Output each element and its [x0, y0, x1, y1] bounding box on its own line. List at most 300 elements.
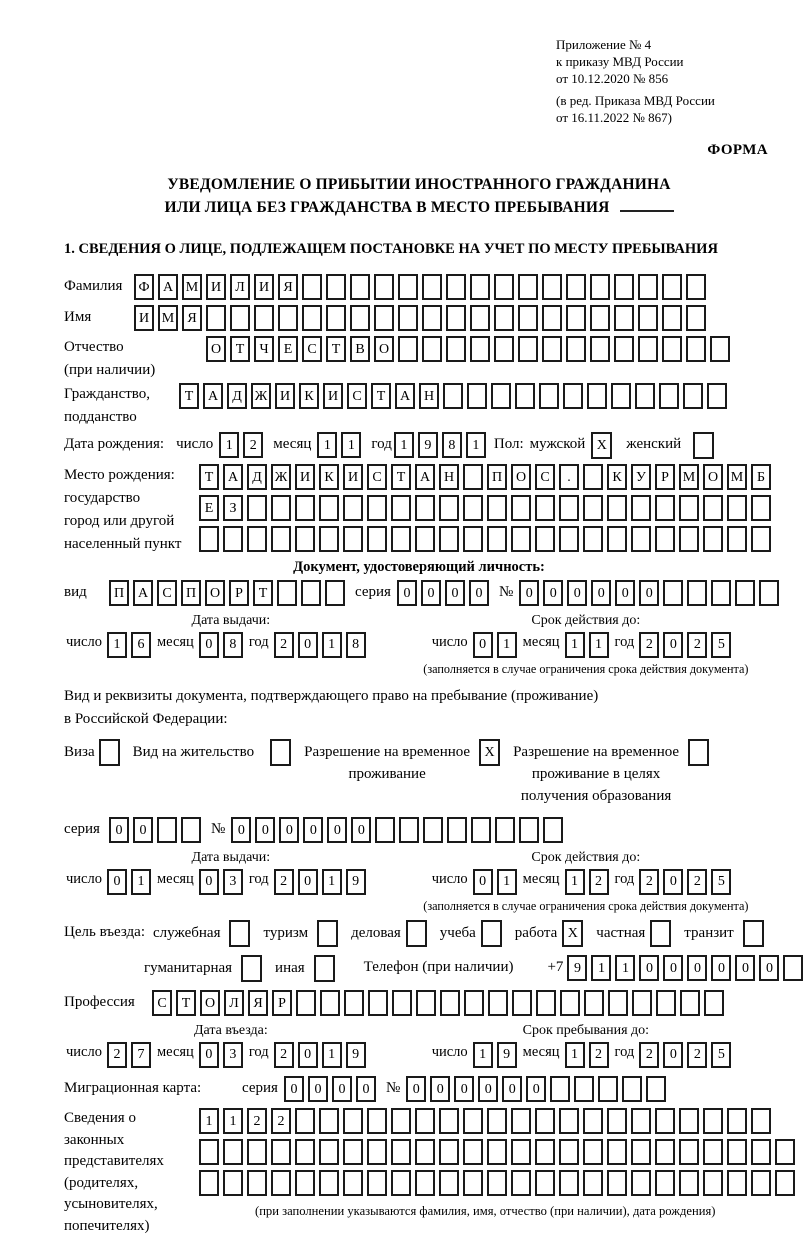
char-cell: 1 — [322, 632, 342, 658]
char-cell — [230, 305, 250, 331]
residence-issue-year-label: год — [249, 871, 269, 888]
char-cell: 0 — [519, 580, 539, 606]
char-cell: 0 — [663, 632, 683, 658]
char-cell — [587, 383, 607, 409]
char-cell: 0 — [759, 955, 779, 981]
char-cell — [368, 990, 388, 1016]
char-cell — [375, 817, 395, 843]
char-cell: 1 — [219, 432, 239, 458]
option-temp-residence-education — [513, 739, 709, 807]
option-temp-residence-education-line-1: Разрешение на временное — [513, 741, 679, 763]
form-title-line-2 — [64, 196, 774, 219]
char-cell — [704, 990, 724, 1016]
entry-day-label: число — [66, 1044, 102, 1061]
char-cell: 7 — [131, 1042, 151, 1068]
char-cell: Р — [229, 580, 249, 606]
char-cell — [638, 336, 658, 362]
birth-place-label — [64, 464, 199, 556]
char-cell: 1 — [199, 1108, 219, 1134]
char-cell — [319, 526, 339, 552]
char-cell: К — [319, 464, 339, 490]
char-cell: И — [275, 383, 295, 409]
char-cell — [295, 1139, 315, 1165]
char-cell — [277, 580, 297, 606]
char-cell: А — [158, 274, 178, 300]
checkbox-female — [693, 432, 714, 459]
char-cell: 0 — [327, 817, 347, 843]
char-cell — [703, 1170, 723, 1196]
char-cell — [320, 990, 340, 1016]
char-cell: 0 — [663, 1042, 683, 1068]
char-cell: 2 — [687, 869, 707, 895]
char-cell — [598, 1076, 618, 1102]
given-name-cells — [134, 305, 710, 331]
char-cell — [563, 383, 583, 409]
char-cell — [416, 990, 436, 1016]
char-cell: 0 — [526, 1076, 546, 1102]
citizenship-label — [64, 383, 179, 429]
legal-reps-note: (при заполнении указываются фамилия, имя, отчество (при наличии), дата рождения) — [255, 1201, 799, 1222]
legal-reps-label-line-4: (родителях, — [64, 1173, 199, 1195]
option-other — [275, 955, 335, 982]
doc-valid-year-label: год — [615, 634, 635, 651]
char-cell: 1 — [107, 632, 127, 658]
char-cell — [302, 274, 322, 300]
field-residence-doc-series — [64, 817, 774, 843]
option-official — [153, 920, 251, 947]
option-temp-residence-education-line-2: проживание в целях — [513, 763, 679, 785]
char-cell — [655, 526, 675, 552]
char-cell — [727, 1108, 747, 1134]
char-cell: О — [374, 336, 394, 362]
char-cell — [301, 580, 321, 606]
char-cell — [326, 305, 346, 331]
doc-number-label: № — [499, 582, 513, 603]
char-cell: Т — [230, 336, 250, 362]
char-cell — [583, 526, 603, 552]
option-study-label: учеба — [440, 922, 476, 944]
entry-day-cells — [107, 1042, 155, 1068]
char-cell: 2 — [107, 1042, 127, 1068]
char-cell — [344, 990, 364, 1016]
char-cell: 2 — [589, 1042, 609, 1068]
doc-issue-day-label: число — [66, 634, 102, 651]
char-cell — [319, 1108, 339, 1134]
char-cell: 1 — [131, 869, 151, 895]
residence-valid-year-label: год — [615, 871, 635, 888]
doc-valid-month-label: месяц — [523, 634, 560, 651]
char-cell — [343, 495, 363, 521]
char-cell — [415, 495, 435, 521]
surname-label: Фамилия — [64, 276, 134, 297]
char-cell — [206, 305, 226, 331]
char-cell: 1 — [589, 632, 609, 658]
char-cell — [487, 495, 507, 521]
char-cell — [343, 1108, 363, 1134]
char-cell: 2 — [271, 1108, 291, 1134]
char-cell: Р — [272, 990, 292, 1016]
char-cell — [199, 526, 219, 552]
option-business — [351, 920, 427, 947]
char-cell: 1 — [322, 1042, 342, 1068]
char-cell — [350, 274, 370, 300]
char-cell — [223, 1170, 243, 1196]
entry-date-heading: Дата въезда: — [64, 1023, 398, 1039]
char-cell — [491, 383, 511, 409]
patronymic-label-line-2: (при наличии) — [64, 359, 206, 382]
doc-number-cells — [519, 580, 783, 606]
char-cell — [751, 1108, 771, 1134]
char-cell: С — [302, 336, 322, 362]
char-cell: В — [350, 336, 370, 362]
char-cell — [374, 274, 394, 300]
char-cell — [559, 1170, 579, 1196]
char-cell — [422, 305, 442, 331]
char-cell: 0 — [454, 1076, 474, 1102]
char-cell — [574, 1076, 594, 1102]
patronymic-label — [64, 336, 206, 382]
char-cell: 0 — [351, 817, 371, 843]
gender-female-label: женский — [626, 434, 681, 455]
char-cell: 0 — [284, 1076, 304, 1102]
stay-month-label: месяц — [523, 1044, 560, 1061]
char-cell: 0 — [279, 817, 299, 843]
char-cell: Т — [176, 990, 196, 1016]
char-cell — [607, 1170, 627, 1196]
char-cell — [343, 526, 363, 552]
char-cell: 0 — [133, 817, 153, 843]
appendix-line-1: Приложение № 4 — [556, 36, 774, 53]
profession-cells — [152, 990, 728, 1016]
char-cell — [446, 305, 466, 331]
char-cell: М — [679, 464, 699, 490]
char-cell — [622, 1076, 642, 1102]
char-cell — [542, 305, 562, 331]
char-cell — [607, 1108, 627, 1134]
char-cell — [247, 526, 267, 552]
checkbox-transit — [743, 920, 764, 947]
char-cell: 0 — [255, 817, 275, 843]
char-cell — [608, 990, 628, 1016]
doc-valid-day-cells — [473, 632, 521, 658]
char-cell: Б — [751, 464, 771, 490]
char-cell — [295, 1170, 315, 1196]
char-cell: 0 — [473, 869, 493, 895]
char-cell — [423, 817, 443, 843]
char-cell — [727, 526, 747, 552]
char-cell — [635, 383, 655, 409]
char-cell — [659, 383, 679, 409]
char-cell — [343, 1139, 363, 1165]
char-cell: 2 — [687, 632, 707, 658]
checkbox-temp-residence-education — [688, 739, 709, 766]
char-cell: П — [487, 464, 507, 490]
entry-date — [64, 1023, 398, 1068]
char-cell: 0 — [567, 580, 587, 606]
legal-reps-row-3 — [199, 1170, 799, 1196]
char-cell: А — [223, 464, 243, 490]
residence-number-cells — [231, 817, 567, 843]
char-cell — [686, 336, 706, 362]
char-cell — [646, 1076, 666, 1102]
char-cell: 0 — [473, 632, 493, 658]
char-cell — [247, 1170, 267, 1196]
char-cell — [271, 1170, 291, 1196]
checkbox-official — [229, 920, 250, 947]
field-birth-date — [64, 432, 774, 459]
char-cell — [511, 495, 531, 521]
char-cell: Ф — [134, 274, 154, 300]
option-visa — [64, 739, 120, 766]
char-cell: 0 — [199, 632, 219, 658]
residence-issue-year-cells — [274, 869, 370, 895]
char-cell: И — [323, 383, 343, 409]
char-cell: 1 — [615, 955, 635, 981]
char-cell — [536, 990, 556, 1016]
migration-number-label: № — [386, 1078, 400, 1099]
doc-valid-day-label: число — [432, 634, 468, 651]
char-cell — [751, 1170, 771, 1196]
field-migration-card — [64, 1076, 774, 1102]
residence-issue-heading: Дата выдачи: — [64, 850, 398, 866]
char-cell: 0 — [663, 869, 683, 895]
char-cell: 2 — [274, 1042, 294, 1068]
checkbox-other — [314, 955, 335, 982]
char-cell: У — [631, 464, 651, 490]
char-cell — [463, 1170, 483, 1196]
char-cell: А — [395, 383, 415, 409]
char-cell: Н — [439, 464, 459, 490]
char-cell — [759, 580, 779, 606]
char-cell: Ч — [254, 336, 274, 362]
checkbox-visa — [99, 739, 120, 766]
form-title-line-2-text: ИЛИ ЛИЦА БЕЗ ГРАЖДАНСТВА В МЕСТО ПРЕБЫВАНИЯ — [164, 199, 609, 216]
char-cell: А — [415, 464, 435, 490]
char-cell: 1 — [565, 869, 585, 895]
char-cell — [535, 526, 555, 552]
residence-issue-day-label: число — [66, 871, 102, 888]
char-cell — [439, 1139, 459, 1165]
migration-series-label: серия — [242, 1078, 278, 1099]
char-cell — [439, 526, 459, 552]
birth-place-row-2 — [199, 495, 775, 521]
char-cell — [607, 495, 627, 521]
section1-heading: 1. СВЕДЕНИЯ О ЛИЦЕ, ПОДЛЕЖАЩЕМ ПОСТАНОВКЕ НА УЧЕТ ПО МЕСТУ ПРЕБЫВАНИЯ — [64, 241, 774, 258]
char-cell — [590, 305, 610, 331]
form-title-line-1: УВЕДОМЛЕНИЕ О ПРИБЫТИИ ИНОСТРАННОГО ГРАЖДАНИНА — [64, 173, 774, 196]
residence-valid-heading: Срок действия до: — [398, 850, 774, 866]
char-cell: Т — [253, 580, 273, 606]
char-cell — [751, 1139, 771, 1165]
birth-year-cells — [394, 432, 490, 458]
char-cell: 0 — [469, 580, 489, 606]
char-cell — [392, 990, 412, 1016]
char-cell — [494, 305, 514, 331]
char-cell — [295, 526, 315, 552]
char-cell: 0 — [406, 1076, 426, 1102]
migration-card-label: Миграционная карта: — [64, 1078, 242, 1099]
field-purpose — [64, 920, 774, 947]
char-cell — [519, 817, 539, 843]
char-cell: Ж — [271, 464, 291, 490]
char-cell: 9 — [346, 1042, 366, 1068]
field-identity-doc — [64, 580, 774, 606]
char-cell — [583, 495, 603, 521]
char-cell: З — [223, 495, 243, 521]
char-cell: 1 — [497, 632, 517, 658]
char-cell — [655, 1108, 675, 1134]
residence-valid-note: (заполняется в случае ограничения срока действия документа) — [398, 899, 774, 914]
char-cell — [295, 495, 315, 521]
title-blank-line — [620, 197, 674, 212]
char-cell: И — [343, 464, 363, 490]
residence-number-label: № — [211, 819, 225, 840]
char-cell — [470, 305, 490, 331]
char-cell — [398, 305, 418, 331]
char-cell — [470, 274, 490, 300]
char-cell: О — [200, 990, 220, 1016]
char-cell — [487, 526, 507, 552]
char-cell: 0 — [478, 1076, 498, 1102]
birth-place-row-3 — [199, 526, 775, 552]
char-cell — [223, 1139, 243, 1165]
checkbox-work: X — [562, 920, 583, 947]
char-cell — [494, 274, 514, 300]
char-cell: 0 — [298, 869, 318, 895]
char-cell — [398, 274, 418, 300]
char-cell — [590, 336, 610, 362]
char-cell — [302, 305, 322, 331]
char-cell — [367, 1170, 387, 1196]
char-cell: Л — [230, 274, 250, 300]
char-cell — [325, 580, 345, 606]
birth-place-label-line-4: населенный пункт — [64, 533, 199, 556]
char-cell: О — [703, 464, 723, 490]
profession-label: Профессия — [64, 992, 152, 1013]
given-name-label: Имя — [64, 307, 134, 328]
char-cell — [391, 495, 411, 521]
birth-year-label: год — [371, 434, 391, 455]
doc-kind-label: вид — [64, 582, 109, 603]
char-cell — [488, 990, 508, 1016]
char-cell — [535, 1139, 555, 1165]
char-cell: 1 — [497, 869, 517, 895]
identity-doc-heading: Документ, удостоверяющий личность: — [64, 559, 774, 576]
option-temp-residence-line-2: проживание — [304, 763, 470, 785]
char-cell: 0 — [543, 580, 563, 606]
birth-date-label: Дата рождения: — [64, 434, 164, 455]
char-cell: 2 — [274, 869, 294, 895]
residence-valid-day-cells — [473, 869, 521, 895]
residence-doc-intro-2: в Российской Федерации: — [64, 708, 774, 731]
option-transit-label: транзит — [684, 922, 733, 944]
char-cell: 0 — [199, 1042, 219, 1068]
option-private-label: частная — [596, 922, 645, 944]
option-work — [515, 920, 584, 947]
char-cell — [656, 990, 676, 1016]
residence-valid-month-cells — [565, 869, 613, 895]
char-cell — [559, 526, 579, 552]
char-cell — [278, 305, 298, 331]
checkbox-humanitarian — [241, 955, 262, 982]
doc-kind-cells — [109, 580, 349, 606]
char-cell — [271, 495, 291, 521]
residence-doc-options — [64, 739, 774, 807]
char-cell: 1 — [565, 1042, 585, 1068]
checkbox-residence-permit — [270, 739, 291, 766]
char-cell — [511, 1139, 531, 1165]
char-cell: 3 — [223, 869, 243, 895]
char-cell — [680, 990, 700, 1016]
residence-series-cells — [109, 817, 205, 843]
stay-until-heading: Срок пребывания до: — [398, 1023, 774, 1039]
doc-issue-year-label: год — [249, 634, 269, 651]
char-cell: П — [181, 580, 201, 606]
char-cell — [542, 274, 562, 300]
char-cell: И — [134, 305, 154, 331]
char-cell: Я — [182, 305, 202, 331]
char-cell — [518, 336, 538, 362]
char-cell — [655, 1139, 675, 1165]
char-cell — [518, 305, 538, 331]
char-cell: Н — [419, 383, 439, 409]
char-cell — [247, 1139, 267, 1165]
residence-valid-group — [430, 869, 774, 895]
char-cell — [775, 1170, 795, 1196]
char-cell: 0 — [639, 955, 659, 981]
gender-label: Пол: — [494, 434, 524, 455]
checkbox-tourism — [317, 920, 338, 947]
birth-month-cells — [317, 432, 365, 458]
stay-until-date — [398, 1023, 774, 1068]
patronymic-cells — [206, 336, 734, 362]
char-cell: 9 — [418, 432, 438, 458]
char-cell — [319, 495, 339, 521]
char-cell: 0 — [397, 580, 417, 606]
char-cell: К — [607, 464, 627, 490]
char-cell — [751, 526, 771, 552]
doc-valid-note: (заполняется в случае ограничения срока действия документа) — [398, 662, 774, 677]
char-cell — [326, 274, 346, 300]
char-cell — [296, 990, 316, 1016]
doc-issue-heading: Дата выдачи: — [64, 613, 398, 629]
phone-label: Телефон (при наличии) — [364, 957, 514, 978]
edition-line-1: (в ред. Приказа МВД России — [556, 92, 774, 109]
doc-valid-month-cells — [565, 632, 613, 658]
char-cell — [535, 1108, 555, 1134]
char-cell: А — [203, 383, 223, 409]
doc-issue-year-cells — [274, 632, 370, 658]
char-cell — [446, 274, 466, 300]
char-cell: С — [367, 464, 387, 490]
residence-valid-date — [398, 850, 774, 914]
char-cell: 1 — [322, 869, 342, 895]
char-cell: 5 — [711, 869, 731, 895]
option-study — [440, 920, 502, 947]
citizenship-label-line-2: подданство — [64, 406, 179, 429]
option-transit — [684, 920, 763, 947]
char-cell — [367, 1108, 387, 1134]
char-cell: О — [205, 580, 225, 606]
entry-dates — [64, 1023, 774, 1068]
char-cell: 0 — [639, 580, 659, 606]
char-cell — [271, 1139, 291, 1165]
char-cell — [367, 495, 387, 521]
phone-cells — [567, 955, 807, 981]
char-cell — [464, 990, 484, 1016]
char-cell — [727, 1170, 747, 1196]
char-cell: 0 — [332, 1076, 352, 1102]
